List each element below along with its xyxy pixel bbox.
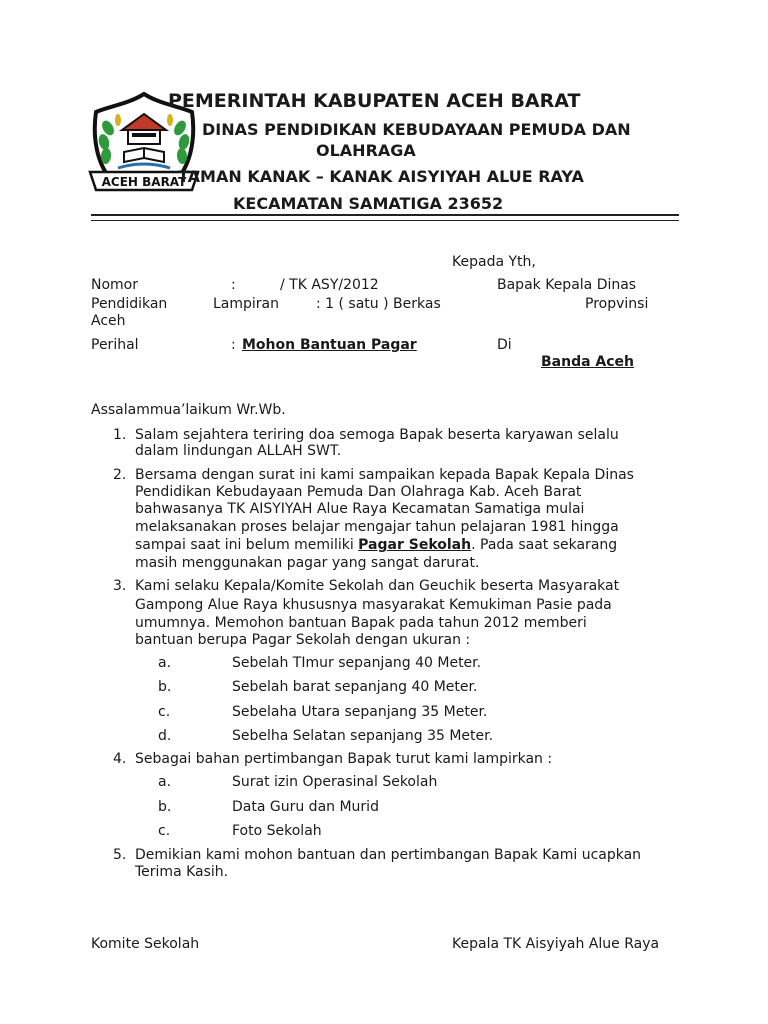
- sub-item-text: Sebelah barat sepanjang 40 Meter.: [232, 679, 478, 695]
- item-text-line: Demikian kami mohon bantuan dan pertimbangan Bapak Kami ucapkan: [135, 847, 642, 863]
- item-text-part: . Pada saat sekarang: [471, 537, 618, 553]
- letterhead-school: TAMAN KANAK – KANAK AISYIYAH ALUE RAYA: [178, 167, 584, 186]
- letterhead-agency-line1: DINAS PENDIDIKAN KEBUDAYAAN PEMUDA DAN: [202, 120, 631, 139]
- letterhead-agency-line2: OLAHRAGA: [316, 141, 416, 160]
- lampiran-value: : 1 ( satu ) Berkas: [316, 296, 441, 312]
- recipient-province: Propvinsi: [585, 296, 649, 312]
- item-number: 2.: [113, 467, 127, 483]
- nomor-label: Nomor: [91, 277, 138, 293]
- recipient-city: Banda Aceh: [541, 354, 635, 370]
- recipient-line1: Bapak Kepala Dinas: [497, 277, 637, 293]
- item-text-part: sampai saat ini belum memiliki: [135, 537, 359, 553]
- item-text-line: Kami selaku Kepala/Komite Sekolah dan Geuchik beserta Masyarakat: [135, 578, 620, 594]
- sub-item-letter: b.: [158, 679, 172, 695]
- perihal-value: Mohon Bantuan Pagar: [242, 337, 417, 353]
- sub-item-text: Surat izin Operasinal Sekolah: [232, 774, 438, 790]
- item-text-line: Terima Kasih.: [135, 864, 229, 880]
- signatory-headmaster: Kepala TK Aisyiyah Alue Raya: [452, 936, 660, 952]
- header-rule-thin: [91, 220, 679, 221]
- sub-item-text: Foto Sekolah: [232, 823, 322, 839]
- sub-item-text: Sebelaha Utara sepanjang 35 Meter.: [232, 704, 488, 720]
- emblem-text: ACEH BARAT: [101, 175, 187, 189]
- item-text-line: [135, 537, 617, 553]
- sub-item-text: Sebelah TImur sepanjang 40 Meter.: [232, 655, 482, 671]
- salutation: Assalammua’laikum Wr.Wb.: [91, 402, 286, 418]
- item-number: 1.: [113, 427, 127, 443]
- item-text-line: Bersama dengan surat ini kami sampaikan kepada Bapak Kepala Dinas: [135, 467, 634, 483]
- recipient-greeting: Kepada Yth,: [452, 254, 536, 270]
- nomor-colon: :: [231, 277, 236, 293]
- item-text-line: melaksanakan proses belajar mengajar tahun pelajaran 1981 hingga: [135, 519, 619, 535]
- sub-item-text: Sebelha Selatan sepanjang 35 Meter.: [232, 728, 494, 744]
- perihal-label: Perihal: [91, 337, 139, 353]
- sub-item-letter: c.: [158, 823, 171, 839]
- sub-item-letter: c.: [158, 704, 171, 720]
- item-text-line: dalam lindungan ALLAH SWT.: [135, 443, 342, 459]
- item-text-line: Sebagai bahan pertimbangan Bapak turut kami lampirkan :: [135, 751, 553, 767]
- item-number: 4.: [113, 751, 127, 767]
- recipient-line2: Pendidikan: [91, 296, 168, 312]
- header-rule-thick: [91, 214, 679, 216]
- item-text-line: bantuan berupa Pagar Sekolah dengan ukuran :: [135, 632, 471, 648]
- signatory-committee: Komite Sekolah: [91, 936, 200, 952]
- item-number: 3.: [113, 578, 127, 594]
- item-text-line: Gampong Alue Raya khususnya masyarakat Kemukiman Pasie pada: [135, 597, 612, 613]
- letterhead-district: KECAMATAN SAMATIGA 23652: [233, 194, 504, 213]
- sub-item-letter: d.: [158, 728, 172, 744]
- item-text-line: umumnya. Memohon bantuan Bapak pada tahun 2012 memberi: [135, 615, 587, 631]
- lampiran-label: Lampiran: [213, 296, 280, 312]
- item-text-line: bahwasanya TK AISYIYAH Alue Raya Kecamatan Samatiga mulai: [135, 501, 585, 517]
- recipient-aceh: Aceh: [91, 313, 126, 329]
- item-number: 5.: [113, 847, 127, 863]
- sub-item-letter: a.: [158, 655, 172, 671]
- emphasis-pagar-sekolah: Pagar Sekolah: [358, 537, 472, 553]
- item-text-line: Salam sejahtera teriring doa semoga Bapak beserta karyawan selalu: [135, 427, 619, 443]
- item-text-line: masih menggunakan pagar yang sangat darurat.: [135, 555, 480, 571]
- letterhead-government: PEMERINTAH KABUPATEN ACEH BARAT: [168, 90, 581, 112]
- sub-item-letter: a.: [158, 774, 172, 790]
- perihal-colon: :: [231, 337, 236, 353]
- nomor-value: / TK ASY/2012: [280, 277, 379, 293]
- sub-item-text: Data Guru dan Murid: [232, 799, 379, 815]
- sub-item-letter: b.: [158, 799, 172, 815]
- recipient-di: Di: [497, 337, 512, 353]
- item-text-line: Pendidikan Kebudayaan Pemuda Dan Olahraga Kab. Aceh Barat: [135, 484, 582, 500]
